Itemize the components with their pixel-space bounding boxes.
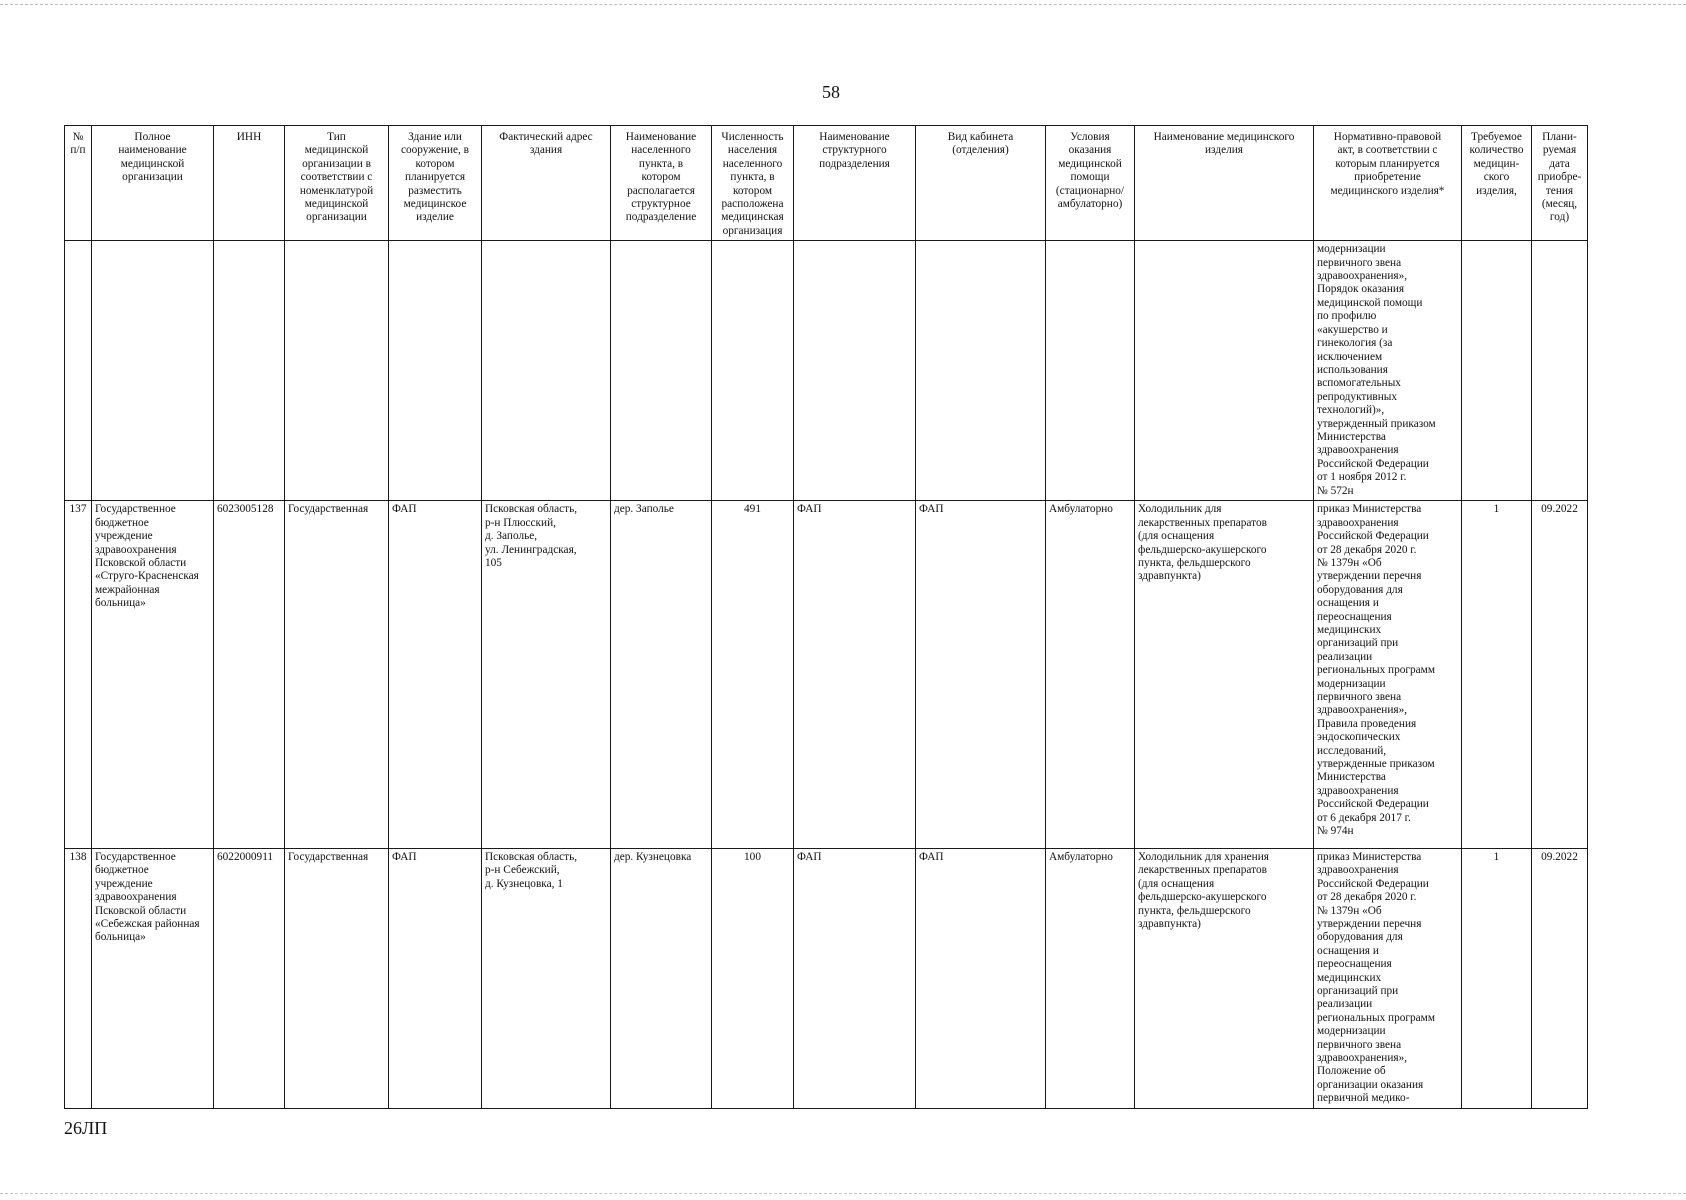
cell-legal-act-continuation: модернизации первичного звена здравоохранения», Порядок оказания медицинской помощи по профилю «акушерство и гинекология (за исключением использования вспомогательных репродуктивных технологий)», утвержденный приказом Министерства здравоохранения Российской Федерации от 1 ноября 2012 г. № 572н: [1314, 241, 1462, 501]
header-org-name: Полное наименование медицинской организации: [92, 126, 214, 241]
cell-division: ФАП: [794, 848, 916, 1108]
cell-date: 09.2022: [1532, 501, 1588, 849]
header-conditions: Условия оказания медицинской помощи (стационарно/ амбулаторно): [1046, 126, 1135, 241]
header-address: Фактический адрес здания: [482, 126, 611, 241]
scan-edge-top: [0, 4, 1686, 5]
table-row: [65, 501, 1588, 849]
cell-conditions: Амбулаторно: [1046, 501, 1135, 849]
cell-population: 491: [712, 501, 794, 849]
cell-empty: [482, 241, 611, 501]
header-date: Плани- руемая дата приобре- тения (месяц, год): [1532, 126, 1588, 241]
cell-empty: [794, 241, 916, 501]
cell-address: Псковская область, р-н Плюсский, д. Заполье, ул. Ленинградская, 105: [482, 501, 611, 849]
cell-empty: [1532, 241, 1588, 501]
page-number: 58: [822, 82, 840, 102]
cell-empty: [65, 241, 92, 501]
medical-equipment-table: [64, 125, 1588, 1109]
cell-population: 100: [712, 848, 794, 1108]
cell-num: 138: [65, 848, 92, 1108]
header-num: № п/п: [65, 126, 92, 241]
table-row: [65, 848, 1588, 1108]
header-device: Наименование медицинского изделия: [1135, 126, 1314, 241]
cell-conditions: Амбулаторно: [1046, 848, 1135, 1108]
footer-code: 26ЛП: [64, 1118, 108, 1138]
cell-org-type: Государственная: [285, 848, 389, 1108]
cell-legal-act: приказ Министерства здравоохранения Российской Федерации от 28 декабря 2020 г. № 1379н «Об утверждении перечня оборудования для оснащения и переоснащения медицинских организаций при реализации региональных программ модернизации первичного звена здравоохранения», Правила проведения эндоскопических исследований, утвержденные приказом Министерства здравоохранения Российской Федерации от 6 декабря 2017 г. № 974н: [1314, 501, 1462, 849]
header-inn: ИНН: [214, 126, 285, 241]
header-cabinet: Вид кабинета (отделения): [916, 126, 1046, 241]
cell-empty: [1462, 241, 1532, 501]
cell-num: 137: [65, 501, 92, 849]
cell-empty: [712, 241, 794, 501]
cell-legal-act: приказ Министерства здравоохранения Российской Федерации от 28 декабря 2020 г. № 1379н «Об утверждении перечня оборудования для оснащения и переоснащения медицинских организаций при реализации региональных программ модернизации первичного звена здравоохранения», Положение об организации оказания первичной медико-: [1314, 848, 1462, 1108]
cell-org-name: Государственное бюджетное учреждение здравоохранения Псковской области «Себежская районная больница»: [92, 848, 214, 1108]
cell-date: 09.2022: [1532, 848, 1588, 1108]
cell-quantity: 1: [1462, 501, 1532, 849]
cell-empty: [1135, 241, 1314, 501]
cell-cabinet: ФАП: [916, 501, 1046, 849]
cell-building: ФАП: [389, 848, 482, 1108]
cell-empty: [611, 241, 712, 501]
cell-device: Холодильник для лекарственных препаратов (для оснащения фельдшерско-акушерского пункта, фельдшерского здравпункта): [1135, 501, 1314, 849]
table-header-row: [65, 126, 1588, 241]
header-legal-act: Нормативно-правовой акт, в соответствии с которым планируется приобретение медицинского изделия*: [1314, 126, 1462, 241]
cell-cabinet: ФАП: [916, 848, 1046, 1108]
cell-settlement: дер. Заполье: [611, 501, 712, 849]
cell-address: Псковская область, р-н Себежский, д. Кузнецовка, 1: [482, 848, 611, 1108]
scan-edge-bottom: [0, 1193, 1686, 1194]
cell-empty: [389, 241, 482, 501]
table-row-continuation: [65, 241, 1588, 501]
cell-empty: [285, 241, 389, 501]
cell-division: ФАП: [794, 501, 916, 849]
cell-org-name: Государственное бюджетное учреждение здравоохранения Псковской области «Струго-Красненская межрайонная больница»: [92, 501, 214, 849]
cell-quantity: 1: [1462, 848, 1532, 1108]
header-org-type: Тип медицинской организации в соответствии с номенклатурой медицинской организации: [285, 126, 389, 241]
header-building: Здание или сооружение, в котором планируется разместить медицинское изделие: [389, 126, 482, 241]
header-settlement: Наименование населенного пункта, в котором располагается структурное подразделение: [611, 126, 712, 241]
cell-empty: [92, 241, 214, 501]
cell-building: ФАП: [389, 501, 482, 849]
cell-empty: [916, 241, 1046, 501]
cell-device: Холодильник для хранения лекарственных препаратов (для оснащения фельдшерско-акушерского пункта, фельдшерского здравпункта): [1135, 848, 1314, 1108]
cell-inn: 6022000911: [214, 848, 285, 1108]
header-quantity: Требуемое количество медицин- ского изделия,: [1462, 126, 1532, 241]
cell-empty: [1046, 241, 1135, 501]
cell-inn: 6023005128: [214, 501, 285, 849]
cell-empty: [214, 241, 285, 501]
cell-settlement: дер. Кузнецовка: [611, 848, 712, 1108]
header-division: Наименование структурного подразделения: [794, 126, 916, 241]
cell-org-type: Государственная: [285, 501, 389, 849]
header-population: Численность населения населенного пункта, в котором расположена медицинская организация: [712, 126, 794, 241]
